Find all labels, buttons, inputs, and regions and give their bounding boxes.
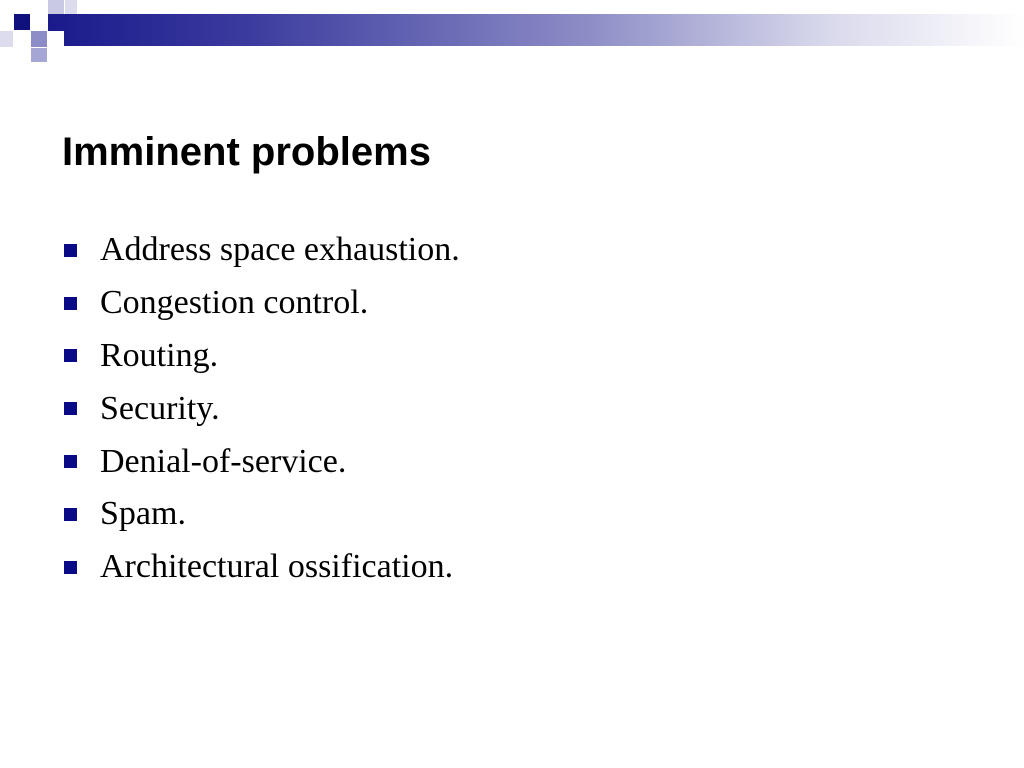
square-bullet-icon: [64, 244, 77, 257]
header-square: [48, 0, 64, 14]
header-square: [31, 14, 47, 30]
bullet-item: [64, 277, 460, 330]
header-square: [31, 48, 47, 62]
header-square: [48, 31, 64, 47]
header-gradient-band: [48, 14, 1024, 46]
bullet-item: [64, 330, 460, 383]
header-square: [14, 14, 30, 30]
square-bullet-icon: [64, 508, 77, 521]
bullet-text: Routing.: [100, 336, 219, 374]
bullet-item: [64, 541, 460, 594]
bullet-list: [64, 224, 460, 594]
header-square: [14, 31, 30, 47]
header-square: [65, 0, 77, 14]
square-bullet-icon: [64, 402, 77, 415]
bullet-text: Security.: [100, 389, 220, 427]
square-bullet-icon: [64, 455, 77, 468]
bullet-text: Architectural ossification.: [100, 548, 454, 586]
bullet-text: Spam.: [100, 495, 186, 533]
bullet-item: [64, 224, 460, 277]
header-square: [31, 31, 47, 47]
bullet-item: [64, 435, 460, 488]
header-square: [0, 31, 13, 47]
bullet-item: [64, 382, 460, 435]
square-bullet-icon: [64, 297, 77, 310]
square-bullet-icon: [64, 561, 77, 574]
bullet-text: Denial-of-service.: [100, 442, 347, 480]
bullet-text: Congestion control.: [100, 284, 369, 322]
square-bullet-icon: [64, 349, 77, 362]
bullet-item: [64, 488, 460, 541]
slide-title: Imminent problems: [62, 130, 431, 174]
bullet-text: Address space exhaustion.: [100, 231, 460, 269]
